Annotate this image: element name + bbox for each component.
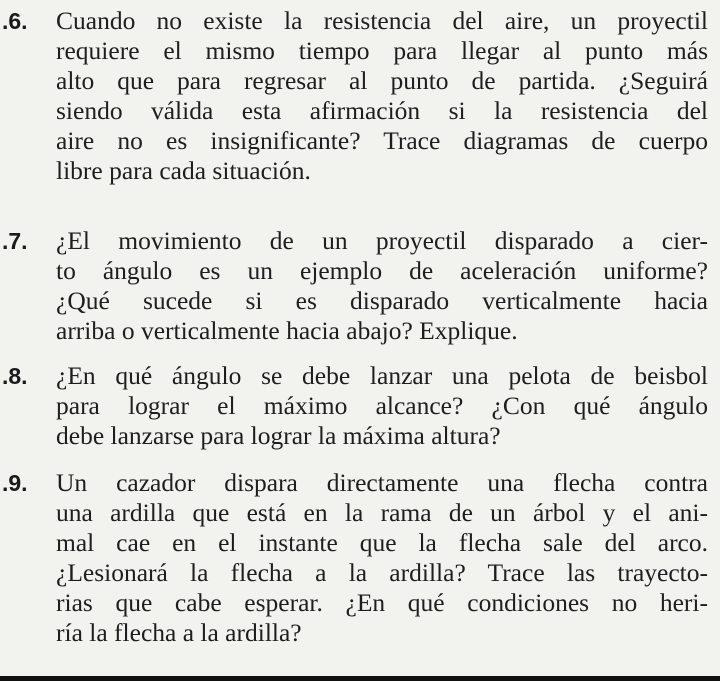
question-line: siendo válida esta afirmación si la resistencia del (56, 96, 708, 125)
question-number: .7. (2, 228, 28, 254)
question-line: aire no es insignificante? Trace diagramas de cuerpo (56, 126, 708, 155)
question-line: libre para cada situación. (56, 156, 311, 185)
question-line: ¿El movimiento de un proyectil disparado a cier- (56, 226, 708, 255)
question-line: Cuando no existe la resistencia del aire, un proyectil (56, 6, 708, 35)
question-number: .9. (2, 470, 28, 496)
question-line: to ángulo es un ejemplo de aceleración uniforme? (56, 256, 708, 285)
question-line: ¿Qué sucede si es disparado verticalmente hacia (56, 286, 708, 315)
question-line: Un cazador dispara directamente una flecha contra (56, 468, 708, 497)
question-line: debe lanzarse para lograr la máxima altura? (56, 421, 501, 450)
question-line: para lograr el máximo alcance? ¿Con qué ángulo (56, 391, 708, 420)
bottom-border (0, 676, 720, 681)
question-line: ría la flecha a la ardilla? (56, 618, 302, 647)
question-line: requiere el mismo tiempo para llegar al punto más (56, 36, 708, 65)
question-line: ¿Lesionará la flecha a la ardilla? Trace las trayecto- (56, 558, 708, 587)
question-line: mal cae en el instante que la flecha sale del arco. (56, 528, 708, 557)
question-line: arriba o verticalmente hacia abajo? Explique. (56, 316, 518, 345)
question-number: .6. (2, 8, 28, 34)
question-line: ¿En qué ángulo se debe lanzar una pelota de beisbol (56, 361, 708, 390)
question-number: .8. (2, 363, 28, 389)
question-line: rias que cabe esperar. ¿En qué condiciones no heri- (56, 588, 708, 617)
question-line: alto que para regresar al punto de partida. ¿Seguirá (56, 66, 708, 95)
question-line: una ardilla que está en la rama de un árbol y el ani- (56, 498, 708, 527)
